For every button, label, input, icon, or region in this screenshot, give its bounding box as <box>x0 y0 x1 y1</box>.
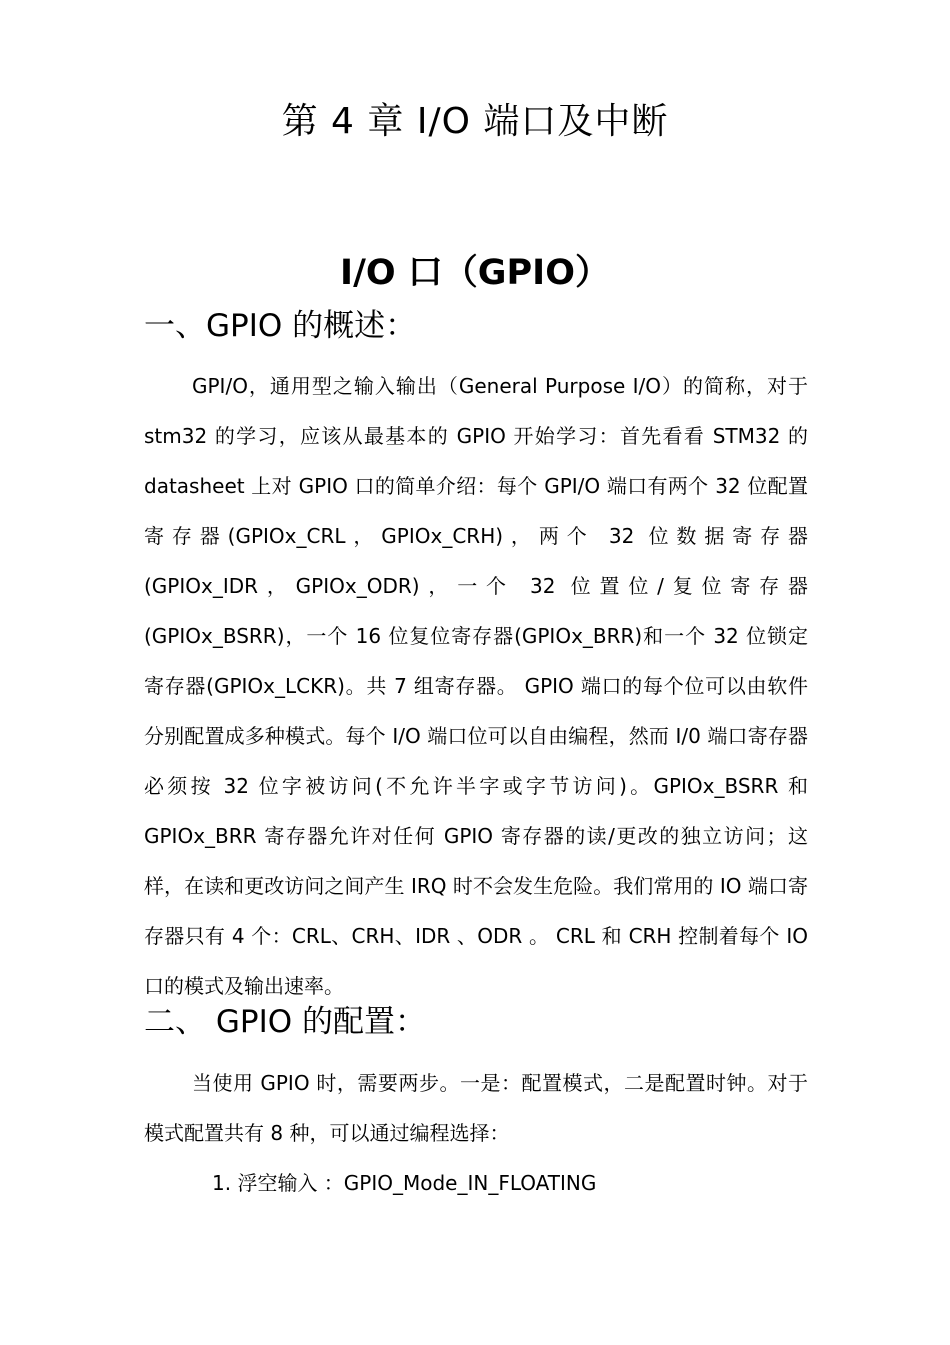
paragraph-gpio-overview: GPI/O，通用型之输入输出（General Purpose I/O）的简称，对于 stm32 的学习，应该从最基本的 GPIO 开始学习：首先看看 STM32 的 datasheet 上对 GPIO 口的简单介绍：每个 GPI/O 端口有两个 32 位配置寄存器(GPIOx_CRL，GPIOx_CRH)，两个 32 位数据寄存器(GPIOx_IDR，GPIOx_ODR)，一个 32 位置位/复位寄存器(GPIOx_BSRR)，一个 16 位复位寄存器(GPIOx_BRR)和一个 32 位锁定寄存器(GPIOx_LCKR)。共 7 组寄存器。 GPIO 端口的每个位可以由软件分别配置成多种模式。每个 I/O 端口位可以自由编程，然而 I/0 端口寄存器必须按 32 位字被访问(不允许半字或字节访问)。GPIOx_BSRR 和 GPIOx_BRR 寄存器允许对任何 GPIO 寄存器的读/更改的独立访问；这样，在读和更改访问之间产生 IRQ 时不会发生危险。我们常用的 IO 端口寄存器只有 4 个：CRL、CRH、IDR 、ODR 。 CRL 和 CRH 控制着每个 IO 口的模式及输出速率。 <box>144 374 808 998</box>
chapter-title: 第 4 章 I/O 端口及中断 <box>281 101 669 142</box>
list-item-floating-input: 1. 浮空输入 ：GPIO_Mode_IN_FLOATING <box>212 1171 597 1195</box>
heading-gpio-overview: 一、GPIO 的概述： <box>144 308 417 344</box>
heading-gpio-config: 二、 GPIO 的配置： <box>144 1004 426 1040</box>
paragraph-gpio-config: 当使用 GPIO 时，需要两步。一是：配置模式，二是配置时钟。对于模式配置共有 8 种，可以通过编程选择： <box>144 1071 808 1145</box>
section-title: I/O 口（GPIO） <box>340 253 610 293</box>
